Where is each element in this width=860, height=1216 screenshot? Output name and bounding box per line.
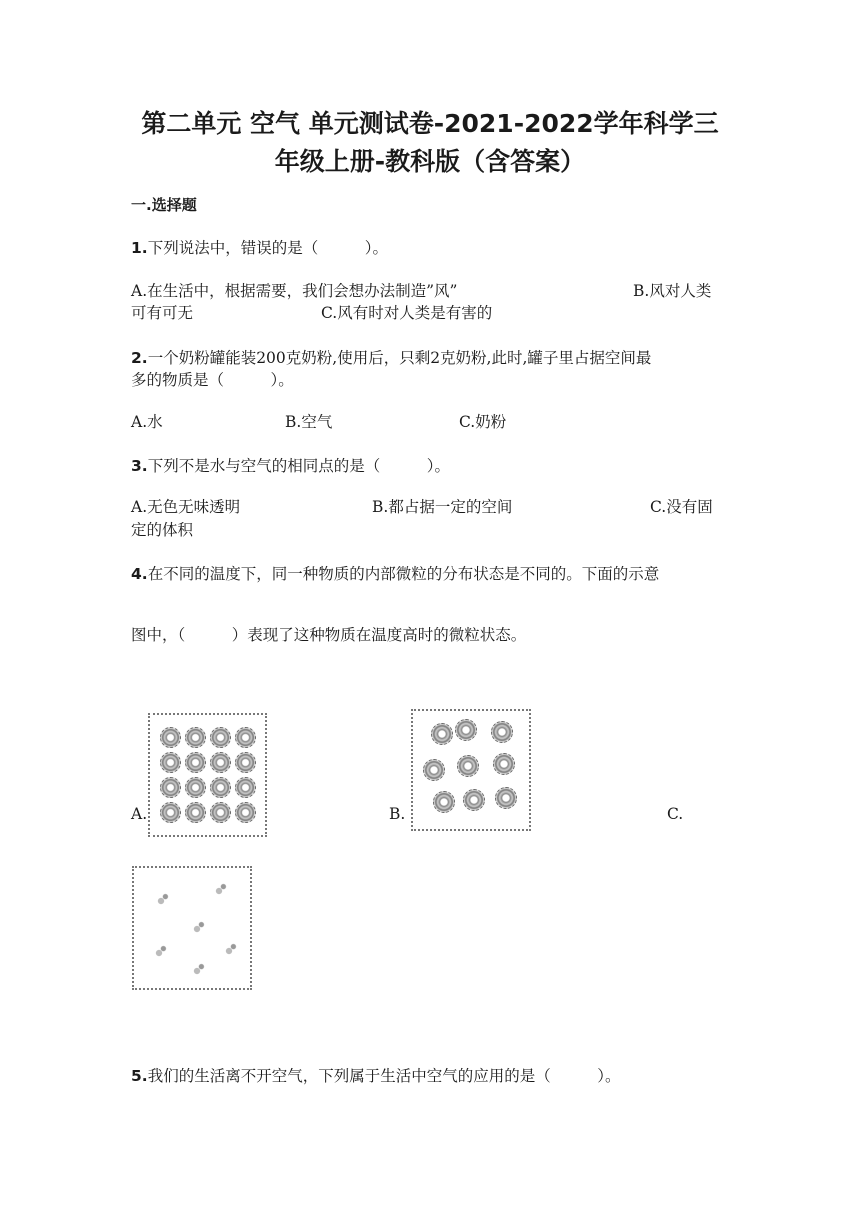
question-2-option-a: A.水 (131, 413, 163, 431)
particle (235, 777, 256, 798)
particle (493, 753, 515, 775)
question-4 (131, 562, 659, 584)
particle (210, 752, 231, 773)
particle (186, 918, 208, 940)
question-1-text: 下列说法中，错误的是（ ）。 (147, 239, 388, 257)
question-3-option-b: B.都占据一定的空间 (372, 498, 513, 516)
question-3-number: 3. (131, 457, 148, 475)
question-4-option-a: A. (131, 805, 148, 823)
question-2 (131, 346, 651, 368)
particle (463, 789, 485, 811)
question-3-option-c: C.没有固 (650, 498, 713, 516)
question-5 (131, 1064, 620, 1086)
section-heading: 一.选择题 (131, 196, 197, 214)
question-3-option-c-continued: 定的体积 (131, 521, 194, 539)
document-title-line1: 第二单元 空气 单元测试卷-2021-2022学年科学三 (141, 109, 719, 138)
question-4-number: 4. (131, 565, 148, 583)
particle (160, 752, 181, 773)
particle-diagram-sparse (132, 866, 252, 990)
particle (210, 727, 231, 748)
particle (185, 727, 206, 748)
particle (150, 890, 172, 912)
particle-diagram-dense (148, 713, 267, 837)
question-3 (131, 454, 450, 476)
particle (208, 880, 230, 902)
particle (185, 777, 206, 798)
particle (433, 791, 455, 813)
question-4-option-b: B. (389, 805, 406, 823)
particle (186, 960, 208, 982)
particle (495, 787, 517, 809)
particle (235, 727, 256, 748)
question-2-text-continued: 多的物质是（ ）。 (131, 371, 294, 389)
question-2-number: 2. (131, 349, 148, 367)
particle (431, 723, 453, 745)
particle-diagram-medium (411, 709, 531, 831)
question-5-text: 我们的生活离不开空气，下列属于生活中空气的应用的是（ ）。 (147, 1067, 621, 1085)
particle (423, 759, 445, 781)
question-3-text: 下列不是水与空气的相同点的是（ ）。 (147, 457, 450, 475)
question-1 (131, 236, 388, 258)
particle (218, 940, 240, 962)
particle (235, 752, 256, 773)
particle (185, 802, 206, 823)
particle (160, 802, 181, 823)
question-5-number: 5. (131, 1067, 148, 1085)
particle (210, 802, 231, 823)
particle (235, 802, 256, 823)
particle (160, 777, 181, 798)
particle (148, 942, 170, 964)
particle (185, 752, 206, 773)
particle (160, 727, 181, 748)
question-3-option-a: A.无色无味透明 (131, 498, 241, 516)
particle (210, 777, 231, 798)
question-1-option-b-continued: 可有可无 (131, 304, 194, 322)
particle (455, 719, 477, 741)
question-2-option-b: B.空气 (285, 413, 333, 431)
particle (491, 721, 513, 743)
question-4-option-c: C. (667, 805, 684, 823)
question-2-option-c: C.奶粉 (459, 413, 507, 431)
question-1-option-a: A.在生活中，根据需要，我们会想办法制造”风” (131, 282, 458, 300)
question-4-text-continued: 图中，（ ）表现了这种物质在温度高时的微粒状态。 (131, 626, 527, 644)
document-title-line2: 年级上册-教科版（含答案） (274, 147, 586, 176)
question-1-number: 1. (131, 239, 148, 257)
question-4-text: 在不同的温度下，同一种物质的内部微粒的分布状态是不同的。下面的示意 (147, 565, 660, 583)
question-1-option-b: B.风对人类 (633, 282, 712, 300)
question-1-option-c: C.风有时对人类是有害的 (321, 304, 493, 322)
particle (457, 755, 479, 777)
question-2-text: 一个奶粉罐能装200克奶粉,使用后，只剩2克奶粉,此时,罐子里占据空间最 (147, 349, 652, 367)
